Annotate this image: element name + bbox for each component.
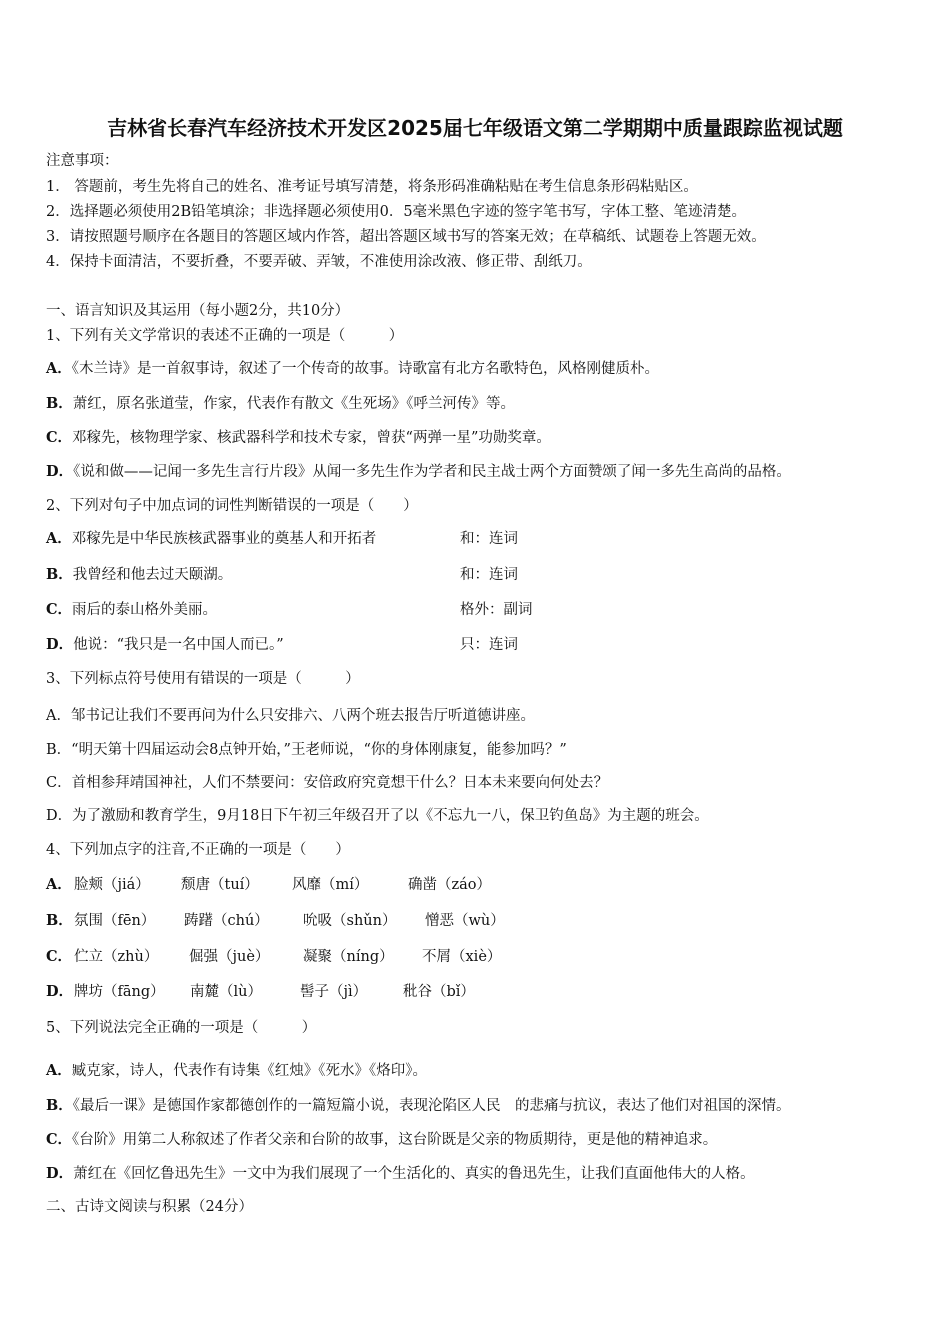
option-label: A． [46, 876, 72, 893]
option-text: 《最后一课》是德国作家都德创作的一篇短篇小说，表现沦陷区人民 的悲痛与抗议，表达了他们对祖国的深情。 [72, 1098, 791, 1114]
question-stem: 5、下列说法完全正确的一项是（ ） [46, 1020, 317, 1036]
option-label: A． [46, 530, 72, 547]
pinyin-row-d [46, 982, 646, 1004]
pinyin-item: 脸颊（jiá） [74, 877, 150, 893]
pinyin-item: 踌躇（chú） [184, 913, 269, 929]
option-text: 我曾经和他去过天颐湖。 [72, 567, 233, 583]
option-b [46, 1096, 791, 1116]
pinyin-item: 吮吸（shǔn） [303, 913, 397, 929]
question-stem: 4、下列加点字的注音,不正确的一项是（ ） [46, 842, 350, 858]
question-stem: 3、下列标点符号使用有错误的一项是（ ） [46, 671, 360, 687]
question-stem: 1、下列有关文学常识的表述不正确的一项是（ ） [46, 328, 404, 344]
notice-item: 4．保持卡面清洁，不要折叠，不要弄破、弄皱，不准使用涂改液、修正带、刮纸刀。 [46, 254, 592, 270]
option-d: D．为了激励和教育学生，9月18日下午初三年级召开了以《不忘九一八，保卫钓鱼岛》为主题的班会。 [46, 808, 709, 824]
section-heading: 一、语言知识及其运用（每小题2分，共10分） [46, 303, 350, 319]
pinyin-item: 伫立（zhù） [74, 949, 159, 965]
pinyin-row-c [46, 947, 646, 969]
option-label: C． [46, 601, 73, 618]
option-c [46, 1130, 717, 1150]
option-d [46, 1164, 755, 1184]
option-label: D． [46, 463, 74, 480]
option-label: A． [46, 1062, 72, 1079]
option-judgement: 和：连词 [460, 567, 518, 583]
option-d [46, 635, 906, 655]
notice-item: 2．选择题必须使用2B铅笔填涂；非选择题必须使用0．5毫米黑色字迹的签字笔书写，字体工整、笔迹清楚。 [46, 204, 747, 220]
option-label: B． [46, 1097, 73, 1114]
pinyin-item: 不屑（xiè） [422, 949, 502, 965]
option-text: 《说和做——记闻一多先生言行片段》从闻一多先生作为学者和民主战士两个方面赞颂了闻一多先生高尚的品格。 [73, 464, 791, 480]
pinyin-item: 髻子（jì） [300, 984, 368, 1000]
option-label: A． [46, 360, 72, 377]
option-b: B．“明天第十四届运动会8点钟开始，”王老师说，“你的身体刚康复，能参加吗？” [46, 742, 567, 758]
option-b [46, 565, 906, 585]
pinyin-item: 确凿（záo） [408, 877, 492, 893]
option-b [46, 394, 515, 414]
option-text: 萧红，原名张道莹，作家，代表作有散文《生死场》《呼兰河传》等。 [72, 396, 516, 412]
option-a: A．邹书记让我们不要再问为什么只安排六、八两个班去报告厅听道德讲座。 [46, 708, 535, 724]
pinyin-item: 憎恶（wù） [425, 913, 505, 929]
pinyin-item: 秕谷（bǐ） [403, 984, 475, 1000]
question-stem: 2、下列对句子中加点词的词性判断错误的一项是（ ） [46, 498, 418, 514]
option-judgement: 只：连词 [460, 637, 518, 653]
option-c: C．首相参拜靖国神社，人们不禁要问：安倍政府究竟想干什么？日本未来要向何处去？ [46, 775, 609, 791]
option-label: D． [46, 983, 74, 1000]
section-heading: 二、古诗文阅读与积累（24分） [46, 1199, 253, 1215]
option-label: C． [46, 429, 73, 446]
notice-item: 1． 答题前，考生先将自己的姓名、准考证号填写清楚，将条形码准确粘贴在考生信息条形码粘贴区。 [46, 179, 698, 195]
pinyin-item: 南麓（lù） [190, 984, 262, 1000]
pinyin-item: 风靡（mí） [292, 877, 369, 893]
pinyin-item: 凝聚（níng） [303, 949, 394, 965]
option-label: D． [46, 1165, 74, 1182]
option-a [46, 529, 906, 549]
option-label: C． [46, 1131, 73, 1148]
option-label: D． [46, 636, 74, 653]
option-label: C． [46, 948, 73, 965]
option-text: 邓稼先，核物理学家、核武器科学和技术专家，曾获“两弹一星”功勋奖章。 [72, 430, 551, 446]
option-text: 雨后的泰山格外美丽。 [72, 602, 218, 618]
option-c [46, 600, 906, 620]
option-text: 《台阶》用第二人称叙述了作者父亲和台阶的故事，这台阶既是父亲的物质期待，更是他的精神追求。 [72, 1132, 718, 1148]
page-title: 吉林省长春汽车经济技术开发区2025届七年级语文第二学期期中质量跟踪监视试题 [107, 116, 843, 140]
pinyin-item: 氛围（fēn） [74, 913, 156, 929]
option-label: B． [46, 912, 73, 929]
option-judgement: 和：连词 [460, 531, 518, 547]
option-a [46, 1061, 427, 1081]
option-d [46, 462, 791, 482]
option-text: 《木兰诗》是一首叙事诗，叙述了一个传奇的故事。诗歌富有北方名歌特色，风格刚健质朴。 [71, 361, 660, 377]
option-judgement: 格外：副词 [460, 602, 533, 618]
option-text: 臧克家，诗人，代表作有诗集《红烛》《死水》《烙印》。 [71, 1063, 428, 1079]
pinyin-item: 颓唐（tuí） [181, 877, 259, 893]
option-label: B． [46, 395, 73, 412]
notice-item: 3．请按照题号顺序在各题目的答题区域内作答，超出答题区域书写的答案无效；在草稿纸、试题卷上答题无效。 [46, 229, 766, 245]
pinyin-row-b [46, 911, 646, 933]
notice-heading: 注意事项： [46, 153, 119, 169]
pinyin-item: 牌坊（fāng） [74, 984, 165, 1000]
option-label: B． [46, 566, 73, 583]
option-c [46, 428, 551, 448]
option-a [46, 359, 659, 379]
option-text: 邓稼先是中华民族核武器事业的奠基人和开拓者 [71, 531, 377, 547]
option-text: 萧红在《回忆鲁迅先生》一文中为我们展现了一个生活化的、真实的鲁迅先生，让我们直面他伟大的人格。 [73, 1166, 755, 1182]
pinyin-row-a [46, 875, 646, 897]
pinyin-item: 倔强（juè） [189, 949, 270, 965]
option-text: 他说：“我只是一名中国人而已。” [73, 637, 284, 653]
